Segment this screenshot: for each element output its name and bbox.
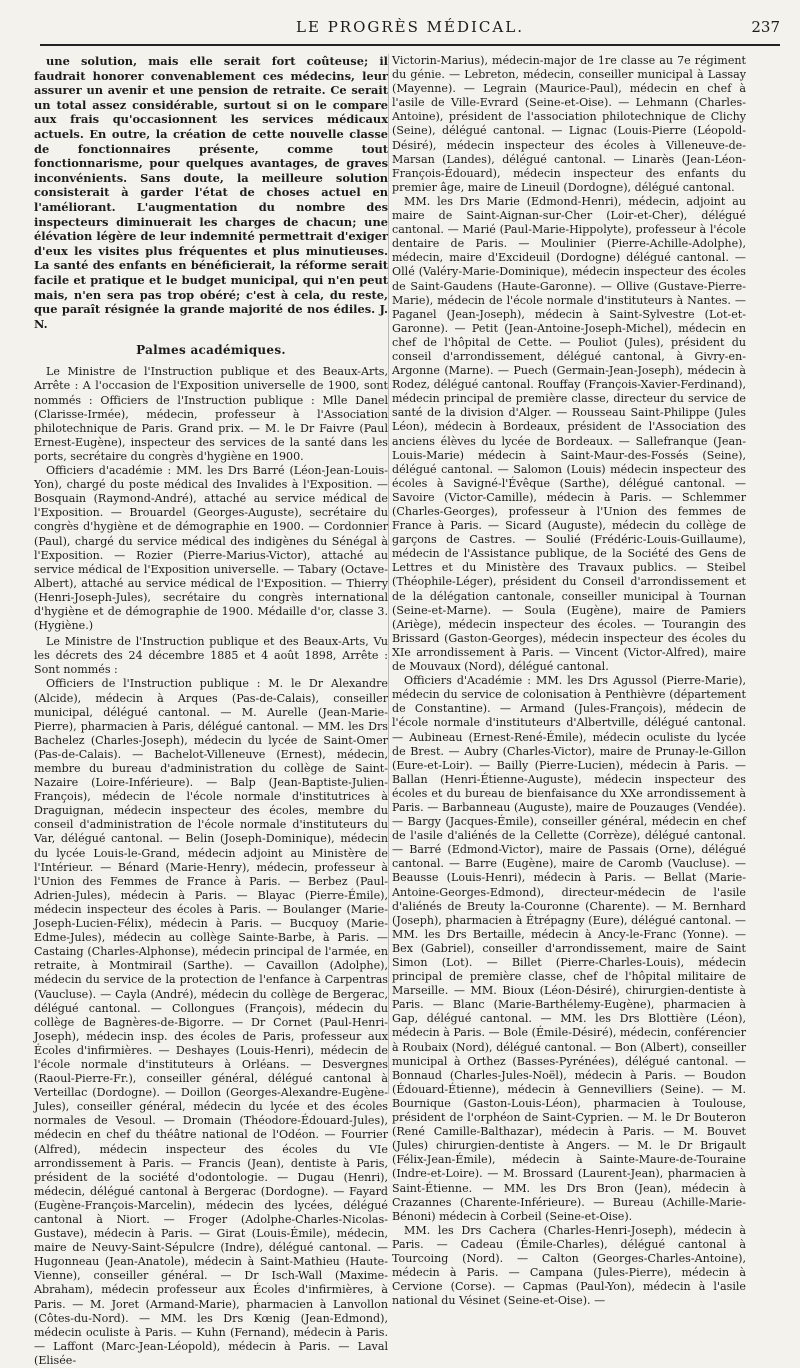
running-title: LE PROGRÈS MÉDICAL.	[296, 18, 524, 36]
academy-officers-paragraph-2: Officiers d'Académie : MM. les Drs Agussol (Pierre-Marie), médecin du service de colonisation à Penthièvre (département de Constantine). — Armand (Jules-François), médecin de l'école normale d'instituteurs d'Albertville, délégué cantonal. — Aubineau (Ernest-René-Émile), médecin oculiste du lycée de Brest. — Aubry (Charles-Victor), maire de Prunay-le-Gillon (Eure-et-Loir). — Bailly (Pierre-Lucien), médecin à Paris. — Ballan (Henri-Étienne-Auguste), médecin inspecteur des écoles et du bureau de bienfaisance du XXe arrondissement à Paris. — Barbanneau (Auguste), maire de Pouzauges (Vendée). — Bargy (Jacques-Émile), conseiller général, médecin en chef de l'asile d'aliénés de la Cellette (Corrèze), délégué cantonal. — Barré (Edmond-Victor), maire de Passais (Orne), délégué cantonal. — Barre (Eugène), maire de Caromb (Vaucluse). — Beausse (Louis-Henri), médecin à Paris. — Bellat (Marie-Antoine-Georges-Edmond), directeur-médecin de l'asile d'aliénés de Breuty la-Couronne (Charente). — M. Bernhard (Joseph), pharmacien à Étrépagny (Eure), délégué cantonal. — MM. les Drs Bertaille, médecin à Ancy-le-Franc (Yonne). — Bex (Gabriel), conseiller d'arrondissement, maire de Saint Simon (Lot). — Billet (Pierre-Charles-Louis), médecin principal de première classe, chef de l'hôpital militaire de Marseille. — MM. Bioux (Léon-Désiré), chirurgien-dentiste à Paris. — Blanc (Marie-Barthélemy-Eugène), pharmacien à Gap, délégué cantonal. — MM. les Drs Blottière (Léon), médecin à Paris. — Bole (Émile-Désiré), médecin, conférencier à Roubaix (Nord), délégué cantonal. — Bon (Albert), conseiller municipal à Orthez (Basses-Pyrénées), délégué cantonal. — Bonnaud (Charles-Jules-Noël), médecin à Paris. — Boudon (Édouard-Étienne), médecin à Gennevilliers (Seine). — M. Bournique (Gaston-Louis-Léon), pharmacien à Toulouse, président de l'orphéon de Saint-Cyprien. — M. le Dr Bouteron (René Camille-Balthazar), médecin à Paris. — M. Bouvet (Jules) chirurgien-dentiste à Angers. — M. le Dr Brigault (Félix-Jean-Émile), médecin à Sainte-Maure-de-Touraine (Indre-et-Loire). — M. Brossard (Laurent-Jean), pharmacien à Saint-Étienne. — MM. les Drs Bron (Jean), médecin à Crazannes (Charente-Inférieure). — Bureau (Achille-Marie-Bénoni) médecin à Corbeil (Seine-et-Oise).	[392, 674, 746, 1223]
decree-paragraph-2: Le Ministre de l'Instruction publique et des Beaux-Arts, Vu les décrets des 24 décembre 1885 et 4 août 1898, Arrête : Sont nommés :	[34, 635, 388, 677]
column-divider	[388, 54, 389, 1094]
page-header	[40, 18, 780, 46]
page-number: 237	[751, 18, 780, 36]
right-column	[392, 54, 746, 1308]
left-column	[34, 54, 388, 1367]
intro-paragraph: une solution, mais elle serait fort coûteuse; il faudrait honorer convenablement ces médecins, leur assurer un avenir et une pension de retraite. Ce serait un total assez considérable, surtout si on le compare aux frais qu'occasionnent les services médicaux actuels. En outre, la création de cette nouvelle classe de fonctionnaires présente, comme tout fonctionnarisme, pour quelques avantages, de graves inconvénients. Sans doute, la meilleure solution consisterait à garder l'état de choses actuel en l'améliorant. L'augmentation du nombre des inspecteurs diminuerait les charges de chacun; une élévation légère de leur indemnité permettrait d'exiger d'eux les visites plus fréquentes et plus minutieuses. La santé des enfants en bénéficierait, la réforme serait facile et pratique et le budget municipal, qui n'en peut mais, n'en sera pas trop obéré; c'est à cela, du reste, que paraît résignée la grande majorité de nos édiles. J. N.	[34, 54, 388, 331]
decree-paragraph-1: Le Ministre de l'Instruction publique et des Beaux-Arts, Arrête : A l'occasion de l'Exposition universelle de 1900, sont nommés : Officiers de l'Instruction publique : Mlle Danel (Clarisse-Irmée), médecin, professeur à l'Association philotechnique de Paris. Grand prix. — M. le Dr Faivre (Paul Ernest-Eugène), inspecteur des services de la santé dans les ports, secrétaire du congrès d'hygiène en 1900.	[34, 365, 388, 463]
academy-officers-paragraph-1: Officiers d'académie : MM. les Drs Barré (Léon-Jean-Louis-Yon), chargé du poste médical des Invalides à l'Exposition. — Bosquain (Raymond-André), attaché au service médical de l'Exposition. — Brouardel (Georges-Auguste), secrétaire du congrès d'hygiène et de démographie en 1900. — Cordonnier (Paul), chargé du service médical des indigènes du Sénégal à l'Exposition. — Rozier (Pierre-Marius-Victor), attaché au service médical de l'Exposition universelle. — Tabary (Octave-Albert), attaché au service médical de l'Exposition. — Thierry (Henri-Joseph-Jules), secrétaire du congrès international d'hygiène et de démographie de 1900. Médaille d'or, classe 3. (Hygiène.)	[34, 464, 388, 633]
continuation-paragraph: Victorin-Marius), médecin-major de 1re classe au 7e régiment du génie. — Lebreton, médecin, conseiller municipal à Lassay (Mayenne). — Legrain (Maurice-Paul), médecin en chef à l'asile de Ville-Evrard (Seine-et-Oise). — Lehmann (Charles-Antoine), président de l'association philotechnique de Clichy (Seine), délégué cantonal. — Lignac (Louis-Pierre (Léopold-Désiré), médecin inspecteur des écoles à Villeneuve-de-Marsan (Landes), délégué cantonal. — Linarès (Jean-Léon-François-Édouard), médecin inspecteur des enfants du premier âge, maire de Lineuil (Dordogne), délégué cantonal.	[392, 54, 746, 194]
section-heading: Palmes académiques.	[136, 343, 286, 358]
public-instruction-officers-paragraph: Officiers de l'Instruction publique : M. le Dr Alexandre (Alcide), médecin à Arques (Pas-de-Calais), conseiller municipal, délégué cantonal. — M. Aurelle (Jean-Marie-Pierre), pharmacien à Paris, délégué cantonal. — MM. les Drs Bachelez (Charles-Joseph), médecin du lycée de Saint-Omer (Pas-de-Calais). — Bachelot-Villeneuve (Ernest), médecin, membre du bureau d'administration du collège de Saint-Nazaire (Loire-Inférieure). — Balp (Jean-Baptiste-Julien-François), médecin de l'école normale d'institutrices à Draguignan, médecin inspecteur des écoles, membre du conseil d'administration de l'école normale d'instituteurs du Var, délégué cantonal. — Belin (Joseph-Dominique), médecin du lycée Louis-le-Grand, médecin adjoint au Ministère de l'Intérieur. — Bénard (Marie-Henry), médecin, professeur à l'Union des Femmes de France à Paris. — Berbez (Paul-Adrien-Jules), médecin à Paris. — Blayac (Pierre-Émile), médecin inspecteur des écoles à Paris. — Boulanger (Marie-Joseph-Lucien-Félix), médecin à Paris. — Bucquoy (Marie-Edme-Jules), médecin au collège Sainte-Barbe, à Paris. — Castaing (Charles-Alphonse), médecin principal de l'armée, en retraite, à Montmirail (Sarthe). — Cavaillon (Adolphe), médecin du service de la protection de l'enfance à Carpentras (Vaucluse). — Cayla (André), médecin du collège de Bergerac, délégué cantonal. — Collongues (François), médecin du collège de Bagnères-de-Bigorre. — Dr Cornet (Paul-Henri-Joseph), médecin insp. des écoles de Paris, professeur aux Écoles d'infirmières. — Deshayes (Louis-Henri), médecin de l'école normale d'instituteurs à Orléans. — Desvergnes (Raoul-Pierre-Fr.), conseiller général, délégué cantonal à Verteillac (Dordogne). — Doillon (Georges-Alexandre-Eugène-Jules), conseiller général, médecin du lycée et des écoles normales de Vesoul. — Dromain (Théodore-Édouard-Jules), médecin en chef du théâtre national de l'Odéon. — Fourrier (Alfred), médecin inspecteur des écoles du VIe arrondissement à Paris. — Francis (Jean), dentiste à Paris, président de la société d'odontologie. — Dugau (Henri), médecin, délégué cantonal à Bergerac (Dordogne). — Fayard (Eugène-François-Marcelin), médecin des lycées, délégué cantonal à Niort. — Froger (Adolphe-Charles-Nicolas-Gustave), médecin à Paris. — Girat (Louis-Émile), médecin, maire de Neuvy-Saint-Sépulcre (Indre), délégué cantonal. — Hugonneau (Jean-Anatole), médecin à Saint-Mathieu (Haute-Vienne), conseiller général. — Dr Isch-Wall (Maxime-Abraham), médecin professeur aux Écoles d'infirmières, à Paris. — M. Joret (Armand-Marie), pharmacien à Lanvollon (Côtes-du-Nord). — MM. les Drs Kœnig (Jean-Edmond), médecin oculiste à Paris. — Kuhn (Fernand), médecin à Paris. — Laffont (Marc-Jean-Léopold), médecin à Paris. — Laval (Elisée-	[34, 677, 388, 1367]
continuation-paragraph-2: MM. les Drs Marie (Edmond-Henri), médecin, adjoint au maire de Saint-Aignan-sur-Cher (Loir-et-Cher), délégué cantonal. — Marié (Paul-Marie-Hippolyte), professeur à l'école dentaire de Paris. — Moulinier (Pierre-Achille-Adolphe), médecin, maire d'Excideuil (Dordogne) délégué cantonal. — Ollé (Valéry-Marie-Dominique), médecin inspecteur des écoles de Saint-Gaudens (Haute-Garonne). — Ollive (Gustave-Pierre-Marie), médecin de l'école normale d'instituteurs à Nantes. — Paganel (Jean-Joseph), médecin à Saint-Sylvestre (Lot-et-Garonne). — Petit (Jean-Antoine-Joseph-Michel), médecin en chef de l'hôpital de Cette. — Pouliot (Jules), président du conseil d'arrondissement, délégué cantonal, à Givry-en-Argonne (Marne). — Puech (Germain-Jean-Joseph), médecin à Rodez, délégué cantonal. Rouffay (François-Xavier-Ferdinand), médecin principal de première classe, directeur du service de santé de la division d'Alger. — Rousseau Saint-Philippe (Jules Léon), médecin à Bordeaux, président de l'Association des anciens élèves du lycée de Bordeaux. — Sallefranque (Jean-Louis-Marie) médecin à Saint-Maur-des-Fossés (Seine), délégué cantonal. — Salomon (Louis) médecin inspecteur des écoles à Savigné-l'Évêque (Sarthe), délégué cantonal. — Savoire (Victor-Camille), médecin à Paris. — Schlemmer (Charles-Georges), professeur à l'Union des femmes de France à Paris. — Sicard (Auguste), médecin du collège de garçons de Castres. — Soulié (Frédéric-Louis-Guillaume), médecin de l'Assistance publique, de la Société des Gens de Lettres et du Ministère des Travaux publics. — Steibel (Théophile-Léger), président du Conseil d'arrondissement et de la délégation cantonale, conseiller municipal à Tournan (Seine-et-Marne). — Soula (Eugène), maire de Pamiers (Ariège), médecin inspecteur des écoles. — Tourangin des Brissard (Gaston-Georges), médecin inspecteur des écoles du XIe arrondissement à Paris. — Vincent (Victor-Alfred), maire de Mouvaux (Nord), délégué cantonal.	[392, 194, 746, 674]
closing-paragraph: MM. les Drs Cachera (Charles-Henri-Joseph), médecin à Paris. — Cadeau (Émile-Charles), délégué cantonal à Tourcoing (Nord). — Calton (Georges-Charles-Antoine), médecin à Paris. — Campana (Jules-Pierre), médecin à Cervione (Corse). — Capmas (Paul-Yon), médecin à l'asile national du Vésinet (Seine-et-Oise). —	[392, 1223, 746, 1308]
